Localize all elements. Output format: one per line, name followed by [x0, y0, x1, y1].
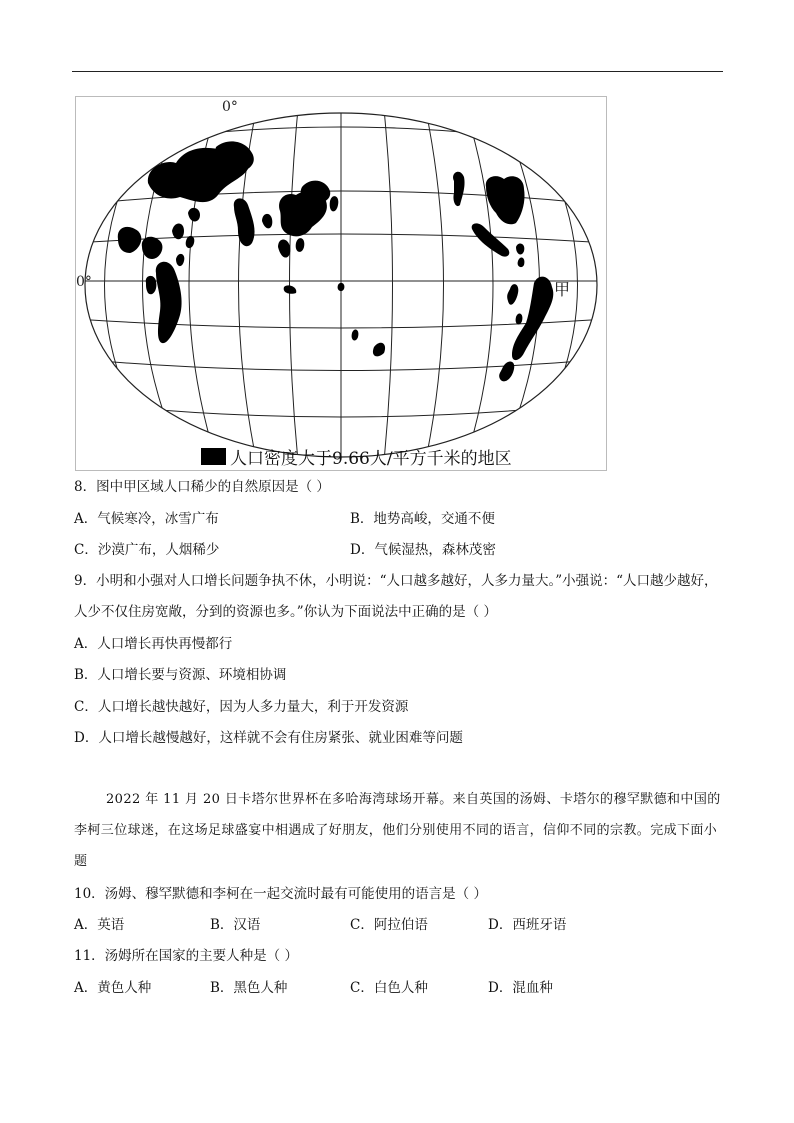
header-rule: [72, 71, 723, 72]
question-8-option-c[interactable]: C．沙漠广布，人烟稀少: [74, 542, 220, 558]
question-8-option-a[interactable]: A．气候寒冷，冰雪广布: [74, 511, 219, 527]
question-10-option-b[interactable]: B．汉语: [210, 917, 261, 933]
question-10-stem: 10．汤姆、穆罕默德和李柯在一起交流时最有可能使用的语言是（ ）: [74, 886, 487, 902]
question-11-option-b[interactable]: B．黑色人种: [210, 980, 288, 996]
map-legend: [201, 443, 601, 469]
question-11-option-a[interactable]: A．黄色人种: [74, 980, 152, 996]
question-10-option-c[interactable]: C．阿拉伯语: [350, 917, 428, 933]
latitude-label-equator: 0°: [76, 274, 92, 290]
passage-text: 2022 年 11 月 20 日卡塔尔世界杯在多哈海湾球场开幕。来自英国的汤姆、卡塔尔的穆罕默德和中国的李柯三位球迷，在这场足球盛宴中相遇成了好朋友，他们分别使用不同的语言，信仰不同的宗教。完成下面小题: [74, 792, 721, 869]
question-9-stem-line2: 人少不仅住房宽敞，分到的资源也多。”你认为下面说法中正确的是（ ）: [74, 604, 497, 620]
question-11-option-d[interactable]: D．混血种: [488, 980, 553, 996]
question-9-option-b[interactable]: B．人口增长要与资源、环境相协调: [74, 667, 287, 683]
question-11-option-c[interactable]: C．白色人种: [350, 980, 428, 996]
region-jia-label: 甲: [554, 280, 571, 299]
population-density-map: [75, 96, 607, 471]
legend-swatch: [201, 448, 226, 465]
legend-text: 人口密度大于9.66人/平方千米的地区: [230, 448, 512, 469]
latitude-label-top: 0°: [222, 99, 238, 115]
question-9-stem-line1: 9．小明和小强对人口增长问题争执不休，小明说：“人口越多越好，人多力量大。”小强说：“人口越少越好，: [74, 573, 718, 589]
question-10-option-d[interactable]: D．西班牙语: [488, 917, 567, 933]
question-9-option-a[interactable]: A．人口增长再快再慢都行: [74, 636, 233, 652]
map-graticule: [76, 97, 606, 470]
question-9-option-c[interactable]: C．人口增长越快越好，因为人多力量大，利于开发资源: [74, 699, 409, 715]
question-9-option-d[interactable]: D．人口增长越慢越好，这样就不会有住房紧张、就业困难等问题: [74, 730, 463, 746]
question-8-stem: 8．图中甲区域人口稀少的自然原因是（ ）: [74, 479, 330, 495]
question-10-option-a[interactable]: A．英语: [74, 917, 125, 933]
question-8-option-b[interactable]: B．地势高峻，交通不便: [350, 511, 495, 527]
question-11-stem: 11．汤姆所在国家的主要人种是（ ）: [74, 948, 298, 964]
question-8-option-d[interactable]: D．气候湿热，森林茂密: [350, 542, 496, 558]
